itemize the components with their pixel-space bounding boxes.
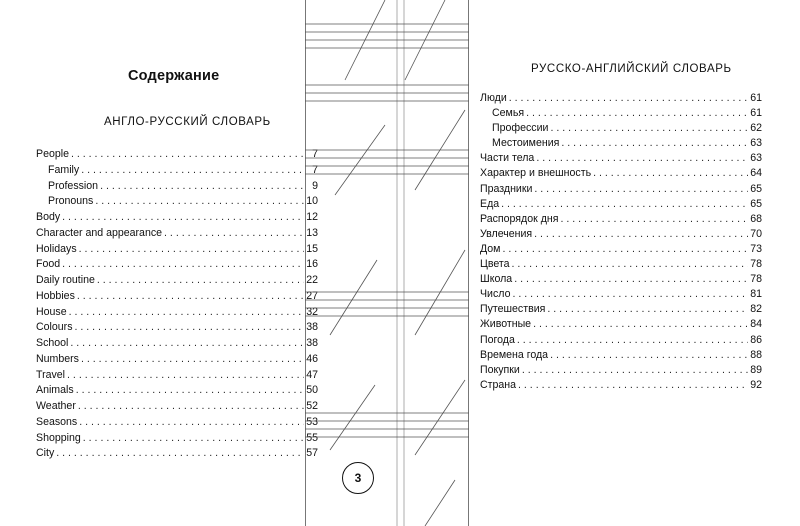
- toc-entry-body[interactable]: Body . . . 12: [36, 210, 318, 226]
- toc-entry-uvlecheniya[interactable]: Увлечения . . . 70: [480, 227, 762, 242]
- toc-entry-lyudi[interactable]: Люди . . . 61: [480, 91, 762, 106]
- toc-entry-people[interactable]: People . . . 7: [36, 147, 318, 163]
- toc-entry-daily-routine[interactable]: Daily routine . . . 22: [36, 273, 318, 289]
- russian-english-toc: [480, 91, 762, 393]
- toc-entry-pogoda[interactable]: Погода . . . 86: [480, 333, 762, 348]
- toc-entry-puteshestviya[interactable]: Путешествия . . . 82: [480, 302, 762, 317]
- toc-entry-shkola[interactable]: Школа . . . 78: [480, 272, 762, 287]
- toc-entry-dom[interactable]: Дом . . . 73: [480, 242, 762, 257]
- english-russian-heading: АНГЛО-РУССКИЙ СЛОВАРЬ: [104, 116, 271, 128]
- toc-entry-harakter[interactable]: Характер и внешность . . . 64: [480, 166, 762, 181]
- toc-entry-tsveta[interactable]: Цвета . . . 78: [480, 257, 762, 272]
- toc-entry-eda[interactable]: Еда . . . 65: [480, 197, 762, 212]
- toc-entry-strana[interactable]: Страна . . . 92: [480, 378, 762, 393]
- left-page: [0, 0, 318, 526]
- contents-title: Содержание: [128, 68, 220, 84]
- toc-entry-character[interactable]: Character and appearance . . . 13: [36, 226, 318, 242]
- toc-entry-chislo[interactable]: Число . . . 81: [480, 287, 762, 302]
- toc-entry-holidays[interactable]: Holidays . . . 15: [36, 242, 318, 258]
- toc-entry-numbers[interactable]: Numbers . . . 46: [36, 352, 318, 368]
- toc-entry-semya[interactable]: Семья . . . 61: [480, 106, 762, 121]
- toc-entry-pronouns[interactable]: Pronouns . . . 10: [36, 194, 318, 210]
- toc-entry-family[interactable]: Family . . . 7: [36, 163, 318, 179]
- toc-entry-city[interactable]: City . . . 57: [36, 446, 318, 462]
- toc-entry-school[interactable]: School . . . 38: [36, 336, 318, 352]
- toc-entry-house[interactable]: House . . . 32: [36, 305, 318, 321]
- toc-entry-animals[interactable]: Animals . . . 50: [36, 383, 318, 399]
- handwriting-practice-strip: [305, 0, 469, 526]
- toc-entry-rasporyadok[interactable]: Распорядок дня . . . 68: [480, 212, 762, 227]
- page-number: 3: [342, 462, 374, 494]
- toc-entry-zhivotnye[interactable]: Животные . . . 84: [480, 317, 762, 332]
- toc-entry-vremena-goda[interactable]: Времена года . . . 88: [480, 348, 762, 363]
- toc-entry-chasti-tela[interactable]: Части тела . . . 63: [480, 151, 762, 166]
- toc-entry-colours[interactable]: Colours . . . 38: [36, 320, 318, 336]
- toc-entry-prazdniki[interactable]: Праздники . . . 65: [480, 182, 762, 197]
- russian-english-heading: РУССКО-АНГЛИЙСКИЙ СЛОВАРЬ: [531, 63, 732, 75]
- toc-entry-shopping[interactable]: Shopping . . . 55: [36, 431, 318, 447]
- toc-entry-professii[interactable]: Профессии . . . 62: [480, 121, 762, 136]
- toc-entry-weather[interactable]: Weather . . . 52: [36, 399, 318, 415]
- toc-entry-pokupki[interactable]: Покупки . . . 89: [480, 363, 762, 378]
- toc-entry-food[interactable]: Food . . . 16: [36, 257, 318, 273]
- toc-entry-seasons[interactable]: Seasons . . . 53: [36, 415, 318, 431]
- toc-entry-mestoimeniya[interactable]: Местоимения . . . 63: [480, 136, 762, 151]
- toc-entry-travel[interactable]: Travel . . . 47: [36, 368, 318, 384]
- toc-entry-profession[interactable]: Profession . . . 9: [36, 179, 318, 195]
- toc-entry-hobbies[interactable]: Hobbies . . . 27: [36, 289, 318, 305]
- english-russian-toc: [36, 147, 318, 462]
